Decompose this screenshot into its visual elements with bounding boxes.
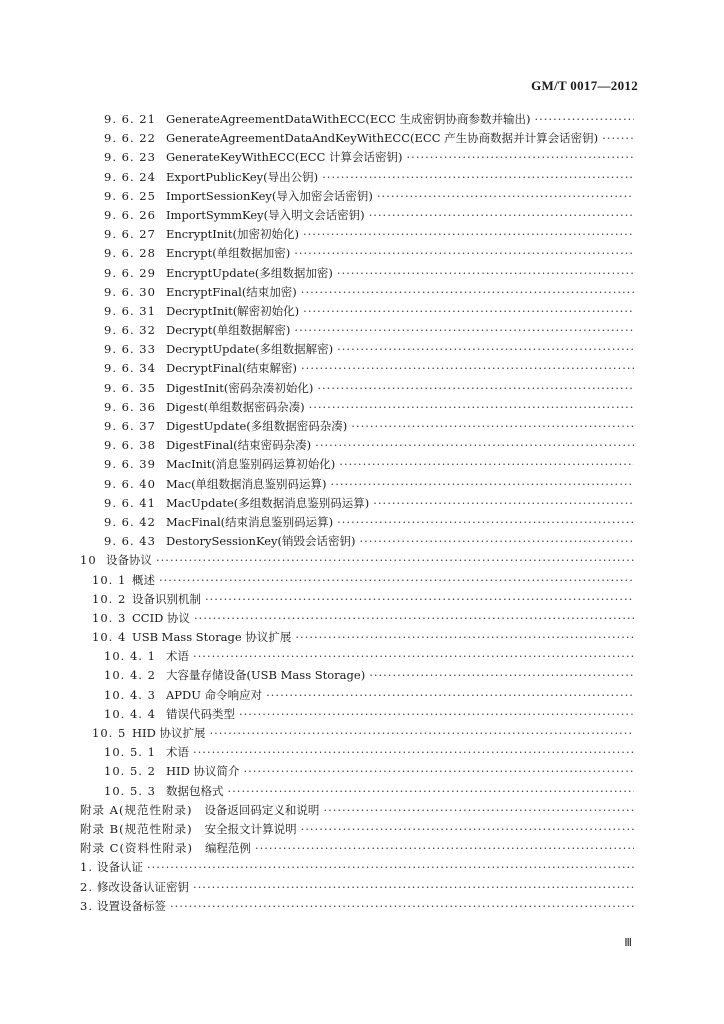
toc-entry-number: 10. 5. 2: [104, 764, 156, 779]
toc-entry-title: EncryptFinal(结束加密): [166, 284, 297, 299]
toc-entry-number: 9. 6. 40: [104, 476, 156, 491]
toc-entry-number: 10. 4. 2: [104, 668, 156, 683]
toc-entry[interactable]: [80, 743, 636, 762]
toc-dot-leader: [147, 858, 634, 877]
toc-entry[interactable]: [80, 647, 636, 666]
toc-entry[interactable]: [80, 628, 636, 647]
toc-entry-number: 9. 6. 25: [104, 188, 156, 203]
toc-entry-number: 9. 6. 23: [104, 150, 156, 165]
toc-dot-leader: [337, 264, 634, 283]
toc-entry-number: 10: [80, 553, 97, 568]
toc-dot-leader: [369, 666, 634, 685]
toc-entry[interactable]: [80, 762, 636, 781]
toc-entry[interactable]: [80, 436, 636, 455]
toc-entry-number: 10. 3: [92, 610, 127, 625]
toc-dot-leader: [156, 551, 634, 570]
toc-entry[interactable]: [80, 666, 636, 685]
toc-entry[interactable]: [80, 858, 636, 877]
toc-entry-title: USB Mass Storage 协议扩展: [132, 630, 292, 645]
toc-dot-leader: [266, 686, 634, 705]
toc-entry-title: 概述: [132, 572, 155, 587]
toc-dot-leader: [373, 494, 634, 513]
toc-entry[interactable]: [80, 897, 636, 916]
toc-dot-leader: [323, 801, 634, 820]
toc-entry[interactable]: [80, 129, 636, 148]
toc-entry-title: 设备返回码定义和说明: [204, 802, 320, 817]
toc-entry-title: HID 协议简介: [166, 764, 240, 779]
toc-dot-leader: [294, 321, 634, 340]
toc-dot-leader: [193, 647, 634, 666]
toc-dot-leader: [303, 302, 634, 321]
toc-entry[interactable]: [80, 302, 636, 321]
toc-entry[interactable]: [80, 187, 636, 206]
toc-entry-number: 9. 6. 27: [104, 227, 156, 242]
toc-entry-number: 9. 6. 42: [104, 514, 156, 529]
toc-dot-leader: [377, 187, 634, 206]
toc-entry-number: 9. 6. 34: [104, 361, 156, 376]
standard-number-header: GM/T 0017—2012: [531, 78, 638, 93]
toc-entry-number: 9. 6. 28: [104, 246, 156, 261]
toc-dot-leader: [193, 743, 634, 762]
toc-entry-number: 3.: [80, 898, 93, 913]
toc-entry[interactable]: [80, 494, 636, 513]
toc-entry-title: Mac(单组数据消息鉴别码运算): [166, 476, 327, 491]
toc-dot-leader: [295, 628, 634, 647]
toc-entry-title: DecryptFinal(结束解密): [166, 361, 298, 376]
toc-entry[interactable]: [80, 782, 636, 801]
toc-entry[interactable]: [80, 705, 636, 724]
toc-entry-title: HID 协议扩展: [132, 726, 206, 740]
toc-entry-number: 9. 6. 38: [104, 438, 156, 453]
toc-entry-title: APDU 命令响应对: [166, 687, 263, 702]
toc-entry[interactable]: [80, 283, 636, 302]
toc-entry[interactable]: [80, 455, 636, 474]
toc-dot-leader: [301, 820, 634, 839]
toc-entry-number: 1.: [80, 860, 93, 875]
toc-entry-number: 9. 6. 30: [104, 284, 156, 299]
toc-entry-title: 设备协议: [106, 553, 152, 568]
toc-entry[interactable]: [80, 571, 636, 590]
toc-entry[interactable]: [80, 359, 636, 378]
toc-entry-number: 9. 6. 32: [104, 323, 156, 338]
toc-entry-title: MacInit(消息鉴别码运算初始化): [166, 457, 336, 472]
toc-entry-title: 术语: [166, 649, 189, 664]
toc-entry-title: 设备认证: [96, 860, 143, 875]
toc-entry-title: 设置设备标签: [96, 898, 166, 913]
toc-entry-title: 数据包格式: [166, 783, 224, 798]
toc-entry[interactable]: [80, 475, 636, 494]
toc-dot-leader: [535, 110, 635, 129]
toc-entry-number: 2.: [80, 879, 93, 894]
toc-dot-leader: [301, 359, 634, 378]
toc-entry-title: MacFinal(结束消息鉴别码运算): [166, 514, 334, 529]
toc-entry-number: 9. 6. 35: [104, 380, 156, 395]
toc-entry-title: CCID 协议: [132, 610, 191, 625]
toc-entry-title: EncryptUpdate(多组数据加密): [166, 265, 333, 280]
toc-entry-number: 10. 1: [92, 572, 127, 587]
toc-entry-number: 9. 6. 29: [104, 265, 156, 280]
toc-entry-number: 10. 4: [92, 630, 127, 645]
toc-entry-number: 9. 6. 43: [104, 534, 156, 549]
toc-entry-title: ImportSymmKey(导入明文会话密钥): [166, 207, 365, 222]
toc-entry-number: 9. 6. 31: [104, 303, 156, 318]
toc-dot-leader: [407, 148, 634, 167]
toc-entry-number: 9. 6. 36: [104, 399, 156, 414]
toc-entry[interactable]: [80, 398, 636, 417]
toc-entry-number: 附录 A(规范性附录): [80, 802, 193, 817]
toc-entry-title: 安全报文计算说明: [204, 821, 297, 836]
toc-entry[interactable]: [80, 878, 636, 897]
toc-entry[interactable]: [80, 321, 636, 340]
toc-dot-leader: [331, 475, 634, 494]
toc-entry-number: 9. 6. 22: [104, 131, 156, 146]
toc-entry-title: 大容量存储设备(USB Mass Storage): [166, 668, 366, 683]
toc-entry-number: 10. 2: [92, 591, 127, 606]
toc-dot-leader: [317, 379, 634, 398]
toc-entry-number: 10. 4. 3: [104, 687, 156, 702]
toc-entry-title: ExportPublicKey(导出公钥): [166, 169, 319, 184]
toc-entry[interactable]: [80, 148, 636, 167]
toc-entry[interactable]: [80, 110, 636, 129]
toc-entry-number: 9. 6. 24: [104, 169, 156, 184]
toc-entry-number: 9. 6. 21: [104, 112, 156, 126]
toc-dot-leader: [243, 762, 634, 781]
page-number: Ⅲ: [624, 937, 632, 949]
toc-entry-number: 10. 4. 4: [104, 706, 156, 721]
toc-entry-number: 10. 4. 1: [104, 649, 156, 664]
toc-entry-title: 错误代码类型: [166, 706, 235, 721]
toc-entry-title: 术语: [166, 745, 189, 760]
toc-entry[interactable]: [80, 839, 636, 858]
toc-entry-title: DigestInit(密码杂凑初始化): [166, 380, 314, 395]
toc-dot-leader: [301, 283, 634, 302]
toc-dot-leader: [239, 705, 634, 724]
toc-entry-title: Decrypt(单组数据解密): [166, 323, 291, 338]
toc-entry[interactable]: [80, 686, 636, 705]
toc-entry-title: Digest(单组数据密码杂凑): [166, 399, 305, 414]
toc-entry[interactable]: [80, 724, 636, 743]
toc-entry[interactable]: [80, 532, 636, 551]
toc-dot-leader: [351, 417, 634, 436]
toc-entry-title: DestorySessionKey(销毁会话密钥): [166, 534, 356, 549]
toc-entry-number: 10. 5. 3: [104, 783, 156, 798]
toc-dot-leader: [339, 455, 634, 474]
toc-entry-title: GenerateAgreementDataWithECC(ECC 生成密钥协商参数并输出): [166, 112, 531, 126]
toc-entry-title: GenerateAgreementDataAndKeyWithECC(ECC 产生协商数据并计算会话密钥): [166, 131, 599, 146]
table-of-contents: [80, 110, 636, 916]
toc-entry[interactable]: [80, 244, 636, 263]
toc-entry[interactable]: [80, 820, 636, 839]
toc-dot-leader: [309, 398, 634, 417]
toc-entry-number: 9. 6. 41: [104, 495, 156, 510]
toc-entry[interactable]: [80, 340, 636, 359]
toc-entry[interactable]: [80, 225, 636, 244]
toc-entry[interactable]: [80, 206, 636, 225]
toc-entry[interactable]: [80, 168, 636, 187]
toc-entry-title: DigestUpdate(多组数据密码杂凑): [166, 419, 348, 433]
toc-dot-leader: [228, 782, 635, 801]
toc-entry-title: ImportSessionKey(导入加密会话密钥): [166, 188, 373, 203]
toc-dot-leader: [194, 609, 634, 628]
toc-entry-title: EncryptInit(加密初始化): [166, 227, 299, 242]
toc-entry[interactable]: [80, 801, 636, 820]
toc-entry-title: 编程范例: [204, 841, 251, 856]
toc-entry[interactable]: [80, 551, 636, 570]
toc-dot-leader: [205, 590, 634, 609]
toc-entry[interactable]: [80, 513, 636, 532]
toc-entry-title: DecryptUpdate(多组数据解密): [166, 342, 334, 357]
toc-entry-number: 9. 6. 33: [104, 342, 156, 357]
toc-entry-number: 10. 5: [92, 726, 127, 740]
toc-entry-number: 9. 6. 39: [104, 457, 156, 472]
toc-entry-number: 附录 B(规范性附录): [80, 821, 193, 836]
toc-entry-title: Encrypt(单组数据加密): [166, 246, 291, 261]
toc-entry-number: 附录 C(资料性附录): [80, 841, 193, 856]
toc-entry[interactable]: [80, 417, 636, 436]
toc-entry-title: DecryptInit(解密初始化): [166, 303, 300, 318]
toc-entry-title: GenerateKeyWithECC(ECC 计算会话密钥): [166, 150, 403, 165]
toc-entry[interactable]: [80, 609, 636, 628]
toc-entry-number: 9. 6. 37: [104, 419, 156, 433]
toc-dot-leader: [193, 878, 634, 897]
toc-dot-leader: [209, 724, 634, 743]
toc-dot-leader: [337, 513, 634, 532]
toc-dot-leader: [360, 532, 634, 551]
toc-entry-title: MacUpdate(多组数据消息鉴别码运算): [166, 495, 370, 510]
toc-dot-leader: [337, 340, 634, 359]
toc-dot-leader: [170, 897, 634, 916]
toc-dot-leader: [159, 571, 634, 590]
toc-entry-title: 修改设备认证密钥: [96, 879, 189, 894]
toc-entry[interactable]: [80, 590, 636, 609]
toc-entry-title: DigestFinal(结束密码杂凑): [166, 438, 312, 453]
toc-dot-leader: [255, 839, 634, 858]
toc-entry-number: 9. 6. 26: [104, 207, 156, 222]
toc-dot-leader: [303, 225, 634, 244]
toc-dot-leader: [322, 168, 634, 187]
toc-dot-leader: [369, 206, 634, 225]
toc-dot-leader: [602, 129, 634, 148]
toc-entry[interactable]: [80, 264, 636, 283]
toc-dot-leader: [315, 436, 634, 455]
toc-entry-title: 设备识别机制: [132, 591, 201, 606]
toc-dot-leader: [294, 244, 634, 263]
toc-entry[interactable]: [80, 379, 636, 398]
toc-entry-number: 10. 5. 1: [104, 745, 156, 760]
